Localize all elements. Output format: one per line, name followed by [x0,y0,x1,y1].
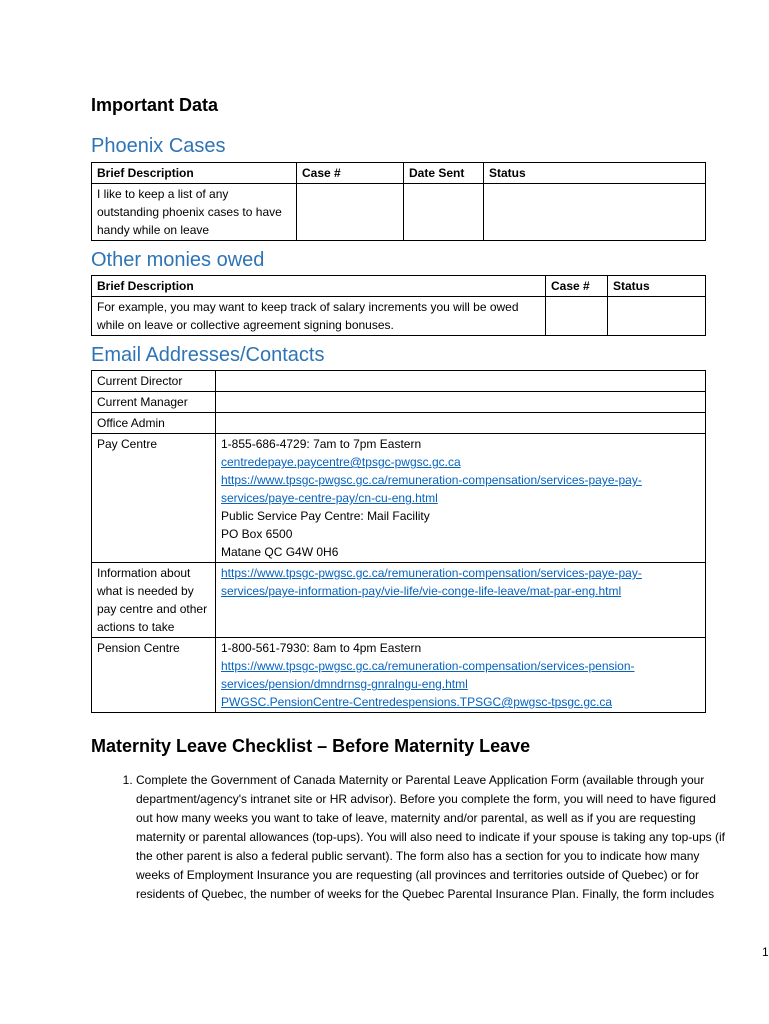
table-cell [484,184,706,241]
contact-value [216,371,706,392]
contact-label: Information about what is needed by pay centre and other actions to take [92,563,216,638]
pension-centre-url-link[interactable] [221,657,700,693]
table-cell [608,297,706,336]
contact-value [216,563,706,638]
column-header: Status [608,276,706,297]
table-cell: For example, you may want to keep track of salary increments you will be owed while on leave or collective agreement signing bonuses. [92,297,546,336]
other-monies-heading: Other monies owed [91,249,265,271]
pay-centre-url-line-1: https://www.tpsgc-pwgsc.gc.ca/remuneration-compensation/services-paye-pay- [221,473,642,487]
contacts-table [91,370,706,713]
table-header-row [92,276,706,297]
table-row [92,563,706,638]
column-header: Brief Description [92,276,546,297]
table-row [92,371,706,392]
table-row [92,413,706,434]
table-cell [404,184,484,241]
column-header: Date Sent [404,163,484,184]
list-item: 1. Complete the Government of Canada Maternity or Parental Leave Application Form (available through your department/agency's intranet site or HR advisor). Before you complete the form, you will need to have figured out how many weeks you want to take of leave, maternity and/or parental, as well as if you are requesting maternity or parental allowances (top-ups). You will also need to indicate if your spouse is taking any top-ups (if the other parent is also a federal public servant). The form also has a section for you to indicate how many weeks of Employment Insurance you are requesting (all provinces and territories outside of Quebec) or for residents of Quebec, the number of weeks for the Quebec Parental Insurance Plan. Finally, the form includes [136,771,726,904]
table-header-row [92,163,706,184]
contacts-heading: Email Addresses/Contacts [91,344,325,366]
other-monies-table [91,275,706,336]
contact-value [216,413,706,434]
pay-centre-url-line-2: services/paye-centre-pay/cn-cu-eng.html [221,491,438,505]
contact-label: Pension Centre [92,638,216,713]
pay-info-url-line-2: services/paye-information-pay/vie-life/vie-conge-life-leave/mat-par-eng.html [221,584,622,598]
pension-url-line-1: https://www.tpsgc-pwgsc.gc.ca/remuneration-compensation/services-pension- [221,659,635,673]
pension-url-line-2: services/pension/dmndrnsg-gnralngu-eng.html [221,677,468,691]
pay-centre-address-2: PO Box 6500 [221,527,293,541]
contact-value [216,392,706,413]
table-row [92,392,706,413]
table-cell [297,184,404,241]
pay-info-url-line-1: https://www.tpsgc-pwgsc.gc.ca/remuneration-compensation/services-paye-pay- [221,566,642,580]
pay-centre-phone: 1-855-686-4729: 7am to 7pm Eastern [221,437,422,451]
contact-label: Pay Centre [92,434,216,563]
contact-value [216,638,706,713]
page-title: Important Data [91,95,219,115]
phoenix-cases-heading: Phoenix Cases [91,135,226,157]
table-cell: I like to keep a list of any outstanding phoenix cases to have handy while on leave [92,184,297,241]
table-row [92,184,706,241]
column-header: Brief Description [92,163,297,184]
pay-centre-address-1: Public Service Pay Centre: Mail Facility [221,509,430,523]
table-row [92,297,706,336]
contact-label: Current Manager [92,392,216,413]
column-header: Status [484,163,706,184]
contact-label: Current Director [92,371,216,392]
column-header: Case # [297,163,404,184]
pay-centre-address-3: Matane QC G4W 0H6 [221,545,339,559]
checklist-heading: Maternity Leave Checklist – Before Maternity Leave [91,736,531,756]
pension-centre-phone: 1-800-561-7930: 8am to 4pm Eastern [221,641,422,655]
checklist-list [91,771,726,904]
column-header: Case # [546,276,608,297]
contact-label: Office Admin [92,413,216,434]
pay-centre-email-link[interactable]: centredepaye.paycentre@tpsgc-pwgsc.gc.ca [221,455,461,469]
pay-centre-url-link[interactable] [221,471,700,507]
pension-centre-email-link[interactable]: PWGSC.PensionCentre-Centredespensions.TPSGC@pwgsc-tpsgc.gc.ca [221,695,613,709]
table-cell [546,297,608,336]
phoenix-cases-table [91,162,706,241]
page-number: 1 [762,945,769,959]
table-row [92,434,706,563]
contact-value [216,434,706,563]
pay-info-url-link[interactable] [221,564,700,600]
table-row [92,638,706,713]
